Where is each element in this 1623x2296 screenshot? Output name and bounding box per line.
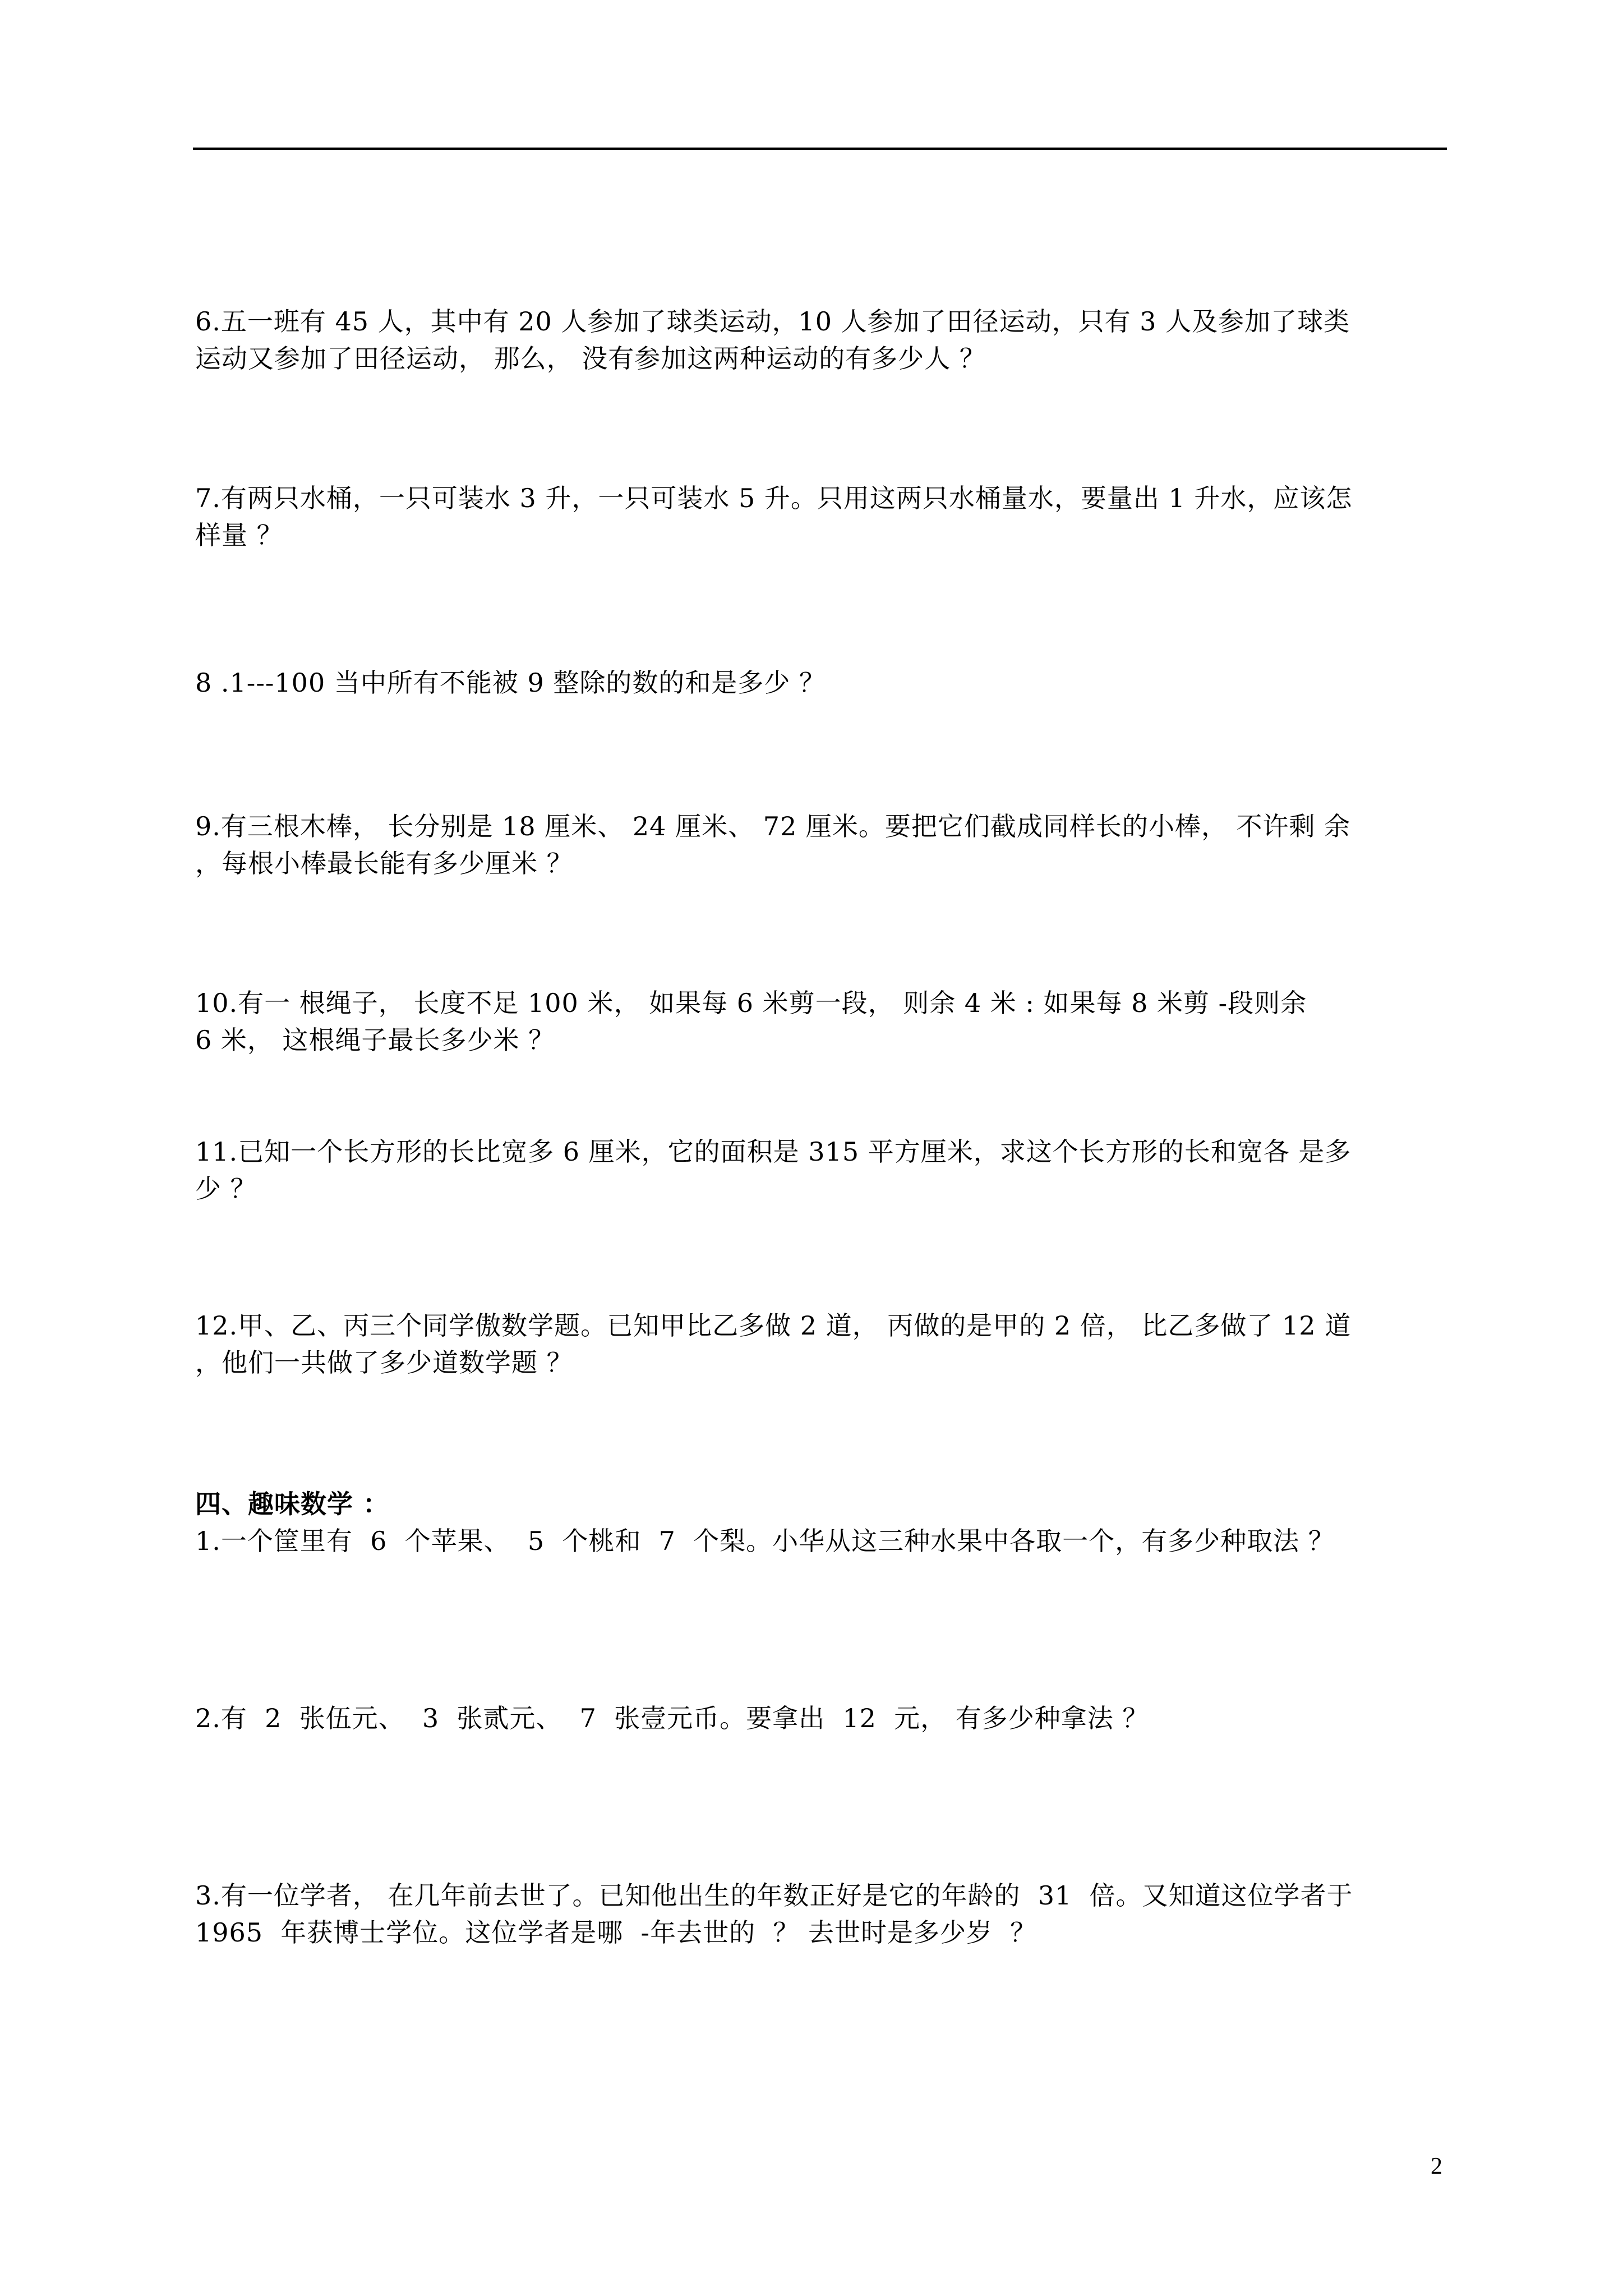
fun-question-3-line-2: 1965 年获博士学位。这位学者是哪 -年去世的 ？ 去世时是多少岁 ？ [195,1917,1037,1948]
question-12 [195,1307,1447,1381]
question-8 [195,664,1447,701]
question-12-line-2: ，他们一共做了多少道数学题 ？ [195,1347,573,1378]
fun-question-2-line-1: 2.有 2 张伍元、 3 张贰元、 7 张壹元币。要拿出 12 元， 有多少种拿法 ？ [195,1703,1149,1733]
question-10-line-1: 10.有一 根绳子， 长度不足 100 米， 如果每 6 米剪一段， 则余 4 米 : 如果每 8 米剪 -段则余 [195,988,1307,1018]
question-9-line-1: 9.有三根木棒， 长分别是 18 厘米、 24 厘米、 72 厘米。要把它们截成同样长的小棒， 不许剩 余 [195,811,1351,841]
question-7 [195,480,1447,554]
question-7-line-2: 样量 ？ [195,520,283,550]
section-4 [195,1485,1447,1559]
question-10 [195,984,1447,1059]
question-10-line-2: 6 米， 这根绳子最长多少米 ？ [195,1025,555,1055]
question-6-line-2: 运动又参加了田径运动， 那么， 没有参加这两种运动的有多少人 ？ [195,343,986,374]
fun-question-2 [195,1700,1447,1737]
page-number: 2 [1431,2154,1442,2179]
question-6 [195,303,1447,377]
fun-question-3 [195,1877,1447,1951]
section-heading: 四、趣味数学 ： [195,1489,390,1519]
question-11-line-2: 少 ？ [195,1174,257,1204]
fun-question-3-line-1: 3.有一位学者， 在几年前去世了。已知他出生的年数正好是它的年龄的 31 倍。又知道这位学者于 [195,1880,1353,1911]
question-8-line-1: 8 .1---100 当中所有不能被 9 整除的数的和是多少 ？ [195,668,826,698]
question-7-line-1: 7.有两只水桶，一只可装水 3 升，一只可装水 5 升。只用这两只水桶量水，要量出 1 升水，应该怎 [195,483,1353,513]
question-12-line-1: 12.甲、乙、丙三个同学傲数学题。已知甲比乙多做 2 道， 丙做的是甲的 2 倍， 比乙多做了 12 道 [195,1310,1352,1341]
fun-question-1-line-1: 1.一个筐里有 6 个苹果、 5 个桃和 7 个梨。小华从这三种水果中各取一个，有多少种取法 ？ [195,1526,1335,1556]
question-9-line-2: ，每根小棒最长能有多少厘米 ？ [195,848,573,878]
question-6-line-1: 6.五一班有 45 人，其中有 20 人参加了球类运动，10 人参加了田径运动，只有 3 人及参加了球类 [195,306,1350,337]
header-rule [193,148,1447,150]
question-9 [195,808,1447,882]
question-11-line-1: 11.已知一个长方形的长比宽多 6 厘米，它的面积是 315 平方厘米，求这个长方形的长和宽各 是多 [195,1137,1352,1167]
question-11 [195,1133,1447,1207]
